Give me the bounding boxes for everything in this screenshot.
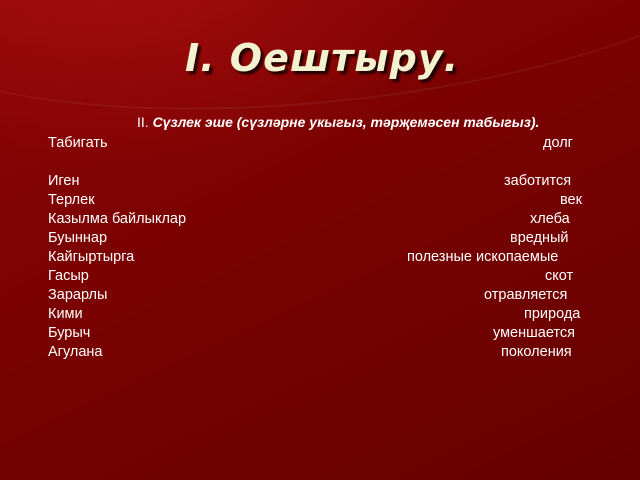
word-pair-row <box>48 286 588 305</box>
word-pair-row <box>48 267 588 286</box>
tatar-word: Кайгыртырга <box>48 249 135 265</box>
russian-translation: полезные ископаемые <box>407 249 559 265</box>
tatar-word: Кими <box>48 306 83 322</box>
russian-translation: скот <box>545 268 574 284</box>
tatar-word: Табигать <box>48 135 108 151</box>
tatar-word: Агулана <box>48 344 103 360</box>
slide-subtitle <box>137 114 539 130</box>
word-pair-row <box>48 343 588 362</box>
russian-translation: отравляется <box>484 287 568 303</box>
russian-translation: поколения <box>501 344 572 360</box>
tatar-word: Терлек <box>48 192 95 208</box>
tatar-word: Зарарлы <box>48 287 108 303</box>
russian-translation: вредный <box>510 230 569 246</box>
word-pair-row <box>48 172 588 191</box>
word-pair-row <box>48 134 588 153</box>
russian-translation: долг <box>543 135 573 151</box>
tatar-word: Гасыр <box>48 268 89 284</box>
word-pair-row <box>48 191 588 210</box>
subtitle-text: Сүзлек эше (сүзләрне укыгыз, тәрҗемәсен табыгыз). <box>152 114 540 130</box>
tatar-word: Иген <box>48 173 80 189</box>
russian-translation: хлеба <box>530 211 570 227</box>
russian-translation: природа <box>524 306 581 322</box>
russian-translation: заботится <box>504 173 572 189</box>
tatar-word: Казылма байлыклар <box>48 211 187 227</box>
word-pair-row <box>48 248 588 267</box>
tatar-word: Бурыч <box>48 325 91 341</box>
word-pair-row <box>48 210 588 229</box>
slide-title: I. Оештыру. <box>185 36 460 80</box>
subtitle-number: II. <box>137 114 149 130</box>
word-pair-row <box>48 305 588 324</box>
russian-translation: век <box>560 192 582 208</box>
word-pair-row <box>48 229 588 248</box>
word-pair-row <box>48 324 588 343</box>
russian-translation: уменшается <box>493 325 575 341</box>
tatar-word: Буыннар <box>48 230 108 246</box>
